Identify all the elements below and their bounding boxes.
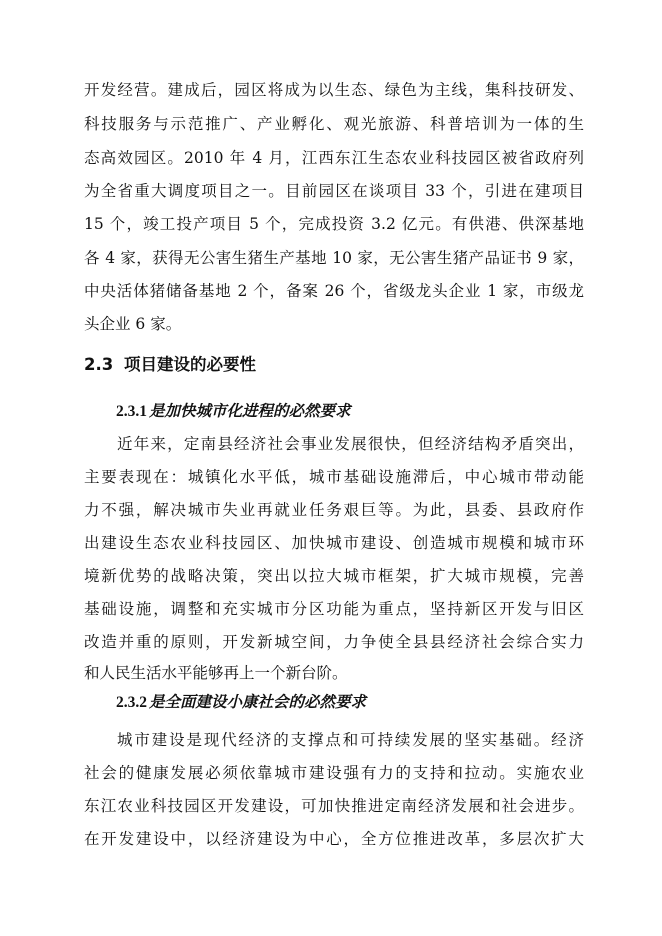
subsection-number: 2.3.2 — [116, 694, 147, 711]
paragraph-line: 开发经营。建成后，园区将成为以生态、绿色为主线，集科技研发、 — [84, 81, 584, 99]
subsection-heading-2-3-2 — [116, 692, 366, 713]
section-title: 项目建设的必要性 — [124, 355, 256, 374]
paragraph-line: 社会的健康发展必须依靠城市建设强有力的支持和拉动。实施农业 — [84, 764, 584, 782]
paragraph-line: 中央活体猪储备基地 2 个，备案 26 个，省级龙头企业 1 家，市级龙 — [84, 282, 584, 300]
paragraph-line: 头企业 6 家。 — [84, 315, 182, 333]
paragraph-line: 15 个，竣工投产项目 5 个，完成投资 3.2 亿元。有供港、供深基地 — [84, 215, 584, 233]
subsection-title: 是加快城市化进程的必然要求 — [149, 401, 351, 420]
paragraph-line: 在开发建设中，以经济建设为中心，全方位推进改革，多层次扩大 — [84, 830, 584, 848]
paragraph-line: 城市建设是现代经济的支撑点和可持续发展的坚实基础。经济 — [117, 731, 584, 749]
paragraph-line: 和人民生活水平能够再上一个新台阶。 — [84, 664, 348, 682]
paragraph-line: 为全省重大调度项目之一。目前园区在谈项目 33 个，引进在建项目 — [84, 182, 584, 200]
paragraph-line: 主要表现在：城镇化水平低，城市基础设施滞后，中心城市带动能 — [84, 468, 584, 486]
section-heading-2-3 — [84, 354, 256, 376]
subsection-heading-2-3-1 — [116, 401, 351, 422]
paragraph-line: 近年来，定南县经济社会事业发展很快，但经济结构矛盾突出， — [117, 435, 584, 453]
paragraph-line: 东江农业科技园区开发建设，可加快推进定南经济发展和社会进步。 — [84, 797, 584, 815]
paragraph-line: 力不强，解决城市失业再就业任务艰巨等。为此，县委、县政府作 — [84, 501, 584, 519]
subsection-number: 2.3.1 — [116, 403, 147, 420]
paragraph-line: 态高效园区。2010 年 4 月，江西东江生态农业科技园区被省政府列 — [84, 149, 584, 167]
paragraph-line: 基础设施，调整和充实城市分区功能为重点，坚持新区开发与旧区 — [84, 600, 584, 618]
paragraph-line: 各 4 家，获得无公害生猪生产基地 10 家，无公害生猪产品证书 9 家， — [84, 249, 584, 267]
paragraph-line: 改造并重的原则，开发新城空间，力争使全县县经济社会综合实力 — [84, 633, 584, 651]
paragraph-line: 出建设生态农业科技园区、加快城市建设、创造城市规模和城市环 — [84, 534, 584, 552]
section-number: 2.3 — [84, 355, 114, 374]
paragraph-line: 科技服务与示范推广、产业孵化、观光旅游、科普培训为一体的生 — [84, 115, 584, 133]
subsection-title: 是全面建设小康社会的必然要求 — [149, 692, 367, 711]
paragraph-line: 境新优势的战略决策，突出以拉大城市框架，扩大城市规模，完善 — [84, 567, 584, 585]
